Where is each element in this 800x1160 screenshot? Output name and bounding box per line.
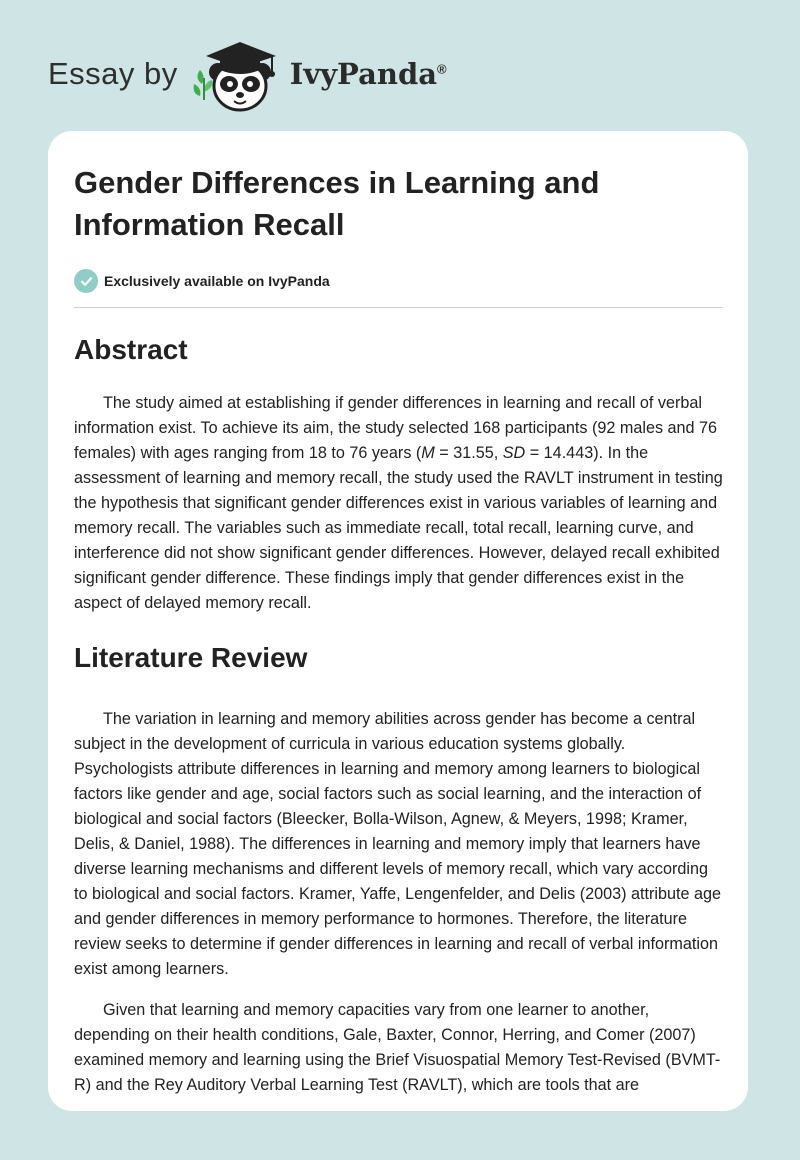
badge-label: Exclusively available on IvyPanda <box>104 273 330 289</box>
sd-symbol: SD <box>502 444 526 462</box>
site-header <box>48 34 447 114</box>
brand-prefix: Essay by <box>48 56 178 91</box>
panda-graduate-icon <box>192 34 284 114</box>
article-card <box>48 131 748 1111</box>
literature-paragraph-2: Given that learning and memory capacities vary from one learner to another, depending on their health conditions, Gale, Baxter, Connor, Herring, and Comer (2007) examined memory and learning using the Brief Visuospatial Memory Test-Revised (BVMT-R) and the Rey Auditory Verbal Learning Test (RAVLT), which are tools that are <box>74 1001 721 1094</box>
article-title: Gender Differences in Learning and Information Recall <box>74 165 600 242</box>
abstract-paragraph: The study aimed at establishing if gender differences in learning and recall of verbal information exist. To achieve its aim, the study selected 168 participants (92 males and 76 females) with ages ranging from 18 to 76 years (M = 31.55, SD = 14.443). In the assessment of learning and memory recall, the study used the RAVLT instrument in testing the hypothesis that significant gender differences exist in various variables of learning and memory recall. The variables such as immediate recall, total recall, learning curve, and interference did not show significant gender differences. However, delayed recall exhibited significant gender difference. These findings imply that gender differences exist in the aspect of delayed memory recall. <box>74 394 723 612</box>
mean-symbol: M <box>421 444 435 462</box>
brand-name[interactable]: IvyPanda® <box>289 57 447 91</box>
divider <box>74 307 723 308</box>
section-heading-abstract: Abstract <box>74 334 188 365</box>
section-heading-literature-review: Literature Review <box>74 642 308 673</box>
exclusive-badge <box>74 267 723 295</box>
check-circle-icon <box>74 269 98 293</box>
registered-mark: ® <box>437 61 447 77</box>
literature-paragraph-1: The variation in learning and memory abilities across gender has become a central subject in the development of curricula in various education systems globally. Psychologists attribute differences in learning and memory among learners to biological factors like gender and age, social factors such as social learning, and the interaction of biological and social factors (Bleecker, Bolla-Wilson, Agnew, & Meyers, 1998; Kramer, Delis, & Daniel, 1988). The differences in learning and memory imply that learners have diverse learning mechanisms and different levels of memory recall, which vary according to biological and social factors. Kramer, Yaffe, Lengenfelder, and Delis (2003) attribute age and gender differences in memory performance to hormones. Therefore, the literature review seeks to determine if gender differences in learning and recall of verbal information exist among learners. <box>74 710 721 978</box>
